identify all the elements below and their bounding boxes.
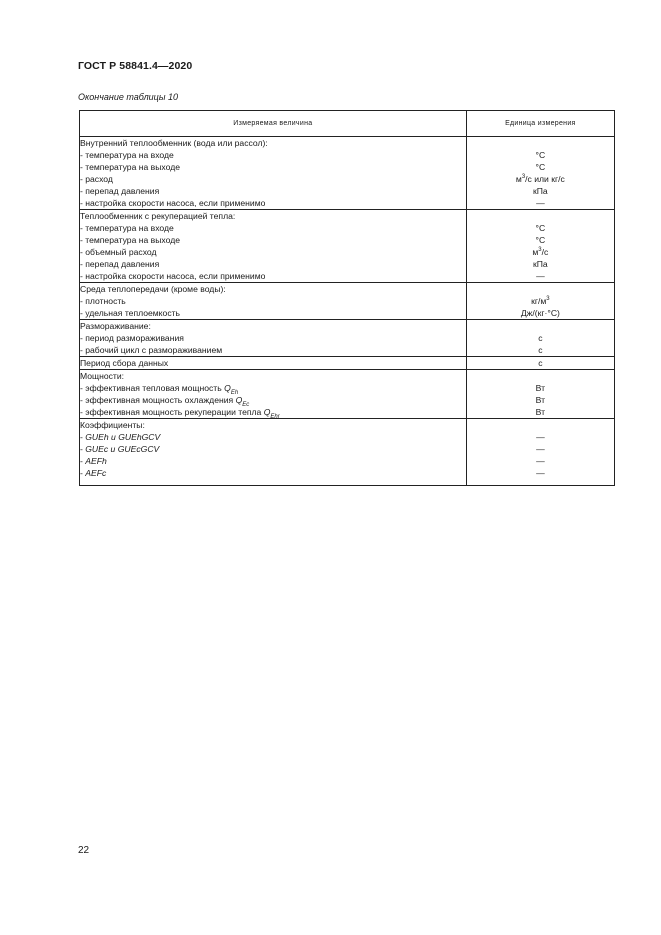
- group-title: Период сбора данных: [80, 358, 169, 368]
- unit-value: °C: [535, 223, 546, 233]
- unit-value: Дж/(кг·°C): [520, 308, 560, 318]
- unit-cell: [466, 357, 614, 370]
- unit-value: Вт: [535, 407, 546, 417]
- unit-cell: [466, 320, 614, 357]
- quantity-item: - эффективная мощность охлаждения $Q_{Ec}$: [80, 395, 250, 408]
- quantity-item: - температура на входе: [80, 223, 174, 233]
- table-header-row: [80, 111, 615, 137]
- quantity-item: - температура на выходе: [80, 235, 180, 245]
- group-title: Теплообменник с рекуперацией тепла:: [80, 211, 236, 221]
- unit-cell: [466, 419, 614, 486]
- quantity-cell: [80, 419, 467, 486]
- unit-cell: [466, 137, 614, 210]
- quantity-item: - AEFc: [80, 468, 107, 478]
- quantity-item: - удельная теплоемкость: [80, 308, 181, 318]
- unit-cell: [466, 370, 614, 419]
- unit-value: —: [536, 271, 545, 281]
- quantity-item: - настройка скорости насоса, если применимо: [80, 271, 266, 281]
- unit-value: Вт: [535, 395, 546, 405]
- measurement-table: [79, 110, 615, 486]
- quantity-item: - рабочий цикл с размораживанием: [80, 345, 223, 355]
- unit-value: °C: [535, 235, 546, 245]
- quantity-item: - период размораживания: [80, 333, 184, 343]
- quantity-item: - температура на выходе: [80, 162, 180, 172]
- quantity-item: - плотность: [80, 296, 126, 306]
- table-row: [80, 210, 615, 283]
- table-row: [80, 320, 615, 357]
- quantity-item: - GUEc и GUEcGCV: [80, 444, 160, 454]
- unit-value: Вт: [535, 383, 546, 393]
- quantity-item: - AEFh: [80, 456, 107, 466]
- quantity-item: - эффективная мощность рекуперации тепла $Q_{Ehr}$: [80, 407, 280, 420]
- unit-value: $кг/м^3$: [531, 296, 550, 306]
- unit-value: —: [536, 456, 545, 466]
- table-row: [80, 283, 615, 320]
- unit-value: с: [538, 358, 543, 368]
- unit-value: $м^3/с$ или кг/с: [515, 174, 565, 184]
- group-title: Внутренний теплообменник (вода или рассол):: [80, 138, 268, 148]
- quantity-cell: [80, 137, 467, 210]
- table-row: [80, 357, 615, 370]
- unit-value: кПа: [533, 186, 548, 196]
- group-title: Среда теплопередачи (кроме воды):: [80, 284, 226, 294]
- quantity-cell: [80, 283, 467, 320]
- unit-value: кПа: [533, 259, 548, 269]
- group-title: Размораживание:: [80, 321, 151, 331]
- group-title: Коэффициенты:: [80, 420, 145, 430]
- unit-value: °C: [535, 162, 546, 172]
- unit-value: с: [538, 333, 543, 343]
- unit-value: с: [538, 345, 543, 355]
- unit-cell: [466, 283, 614, 320]
- table-caption: Окончание таблицы 10: [78, 92, 178, 102]
- group-title: Мощности:: [80, 371, 125, 381]
- table-row: [80, 370, 615, 419]
- unit-value: $м^3/с$: [532, 247, 549, 257]
- quantity-item: - расход: [80, 174, 113, 184]
- quantity-cell: [80, 357, 467, 370]
- quantity-item: - объемный расход: [80, 247, 157, 257]
- quantity-cell: [80, 320, 467, 357]
- unit-value: °C: [535, 150, 546, 160]
- document-code: ГОСТ Р 58841.4—2020: [78, 60, 193, 72]
- header-quantity: Измеряемая величина: [80, 111, 467, 137]
- unit-value: —: [536, 468, 545, 478]
- unit-value: —: [536, 432, 545, 442]
- quantity-item: - эффективная тепловая мощность $Q_{Eh}$: [80, 383, 239, 396]
- unit-value: —: [536, 444, 545, 454]
- unit-cell: [466, 210, 614, 283]
- quantity-item: - перепад давления: [80, 186, 160, 196]
- page-number: 22: [78, 845, 90, 856]
- table-row: [80, 419, 615, 486]
- quantity-item: - GUEh и GUEhGCV: [80, 432, 161, 442]
- header-unit: Единица измерения: [466, 111, 614, 137]
- quantity-cell: [80, 370, 467, 419]
- quantity-item: - настройка скорости насоса, если применимо: [80, 198, 266, 208]
- unit-value: —: [536, 198, 545, 208]
- quantity-cell: [80, 210, 467, 283]
- quantity-item: - температура на входе: [80, 150, 174, 160]
- table-row: [80, 137, 615, 210]
- quantity-item: - перепад давления: [80, 259, 160, 269]
